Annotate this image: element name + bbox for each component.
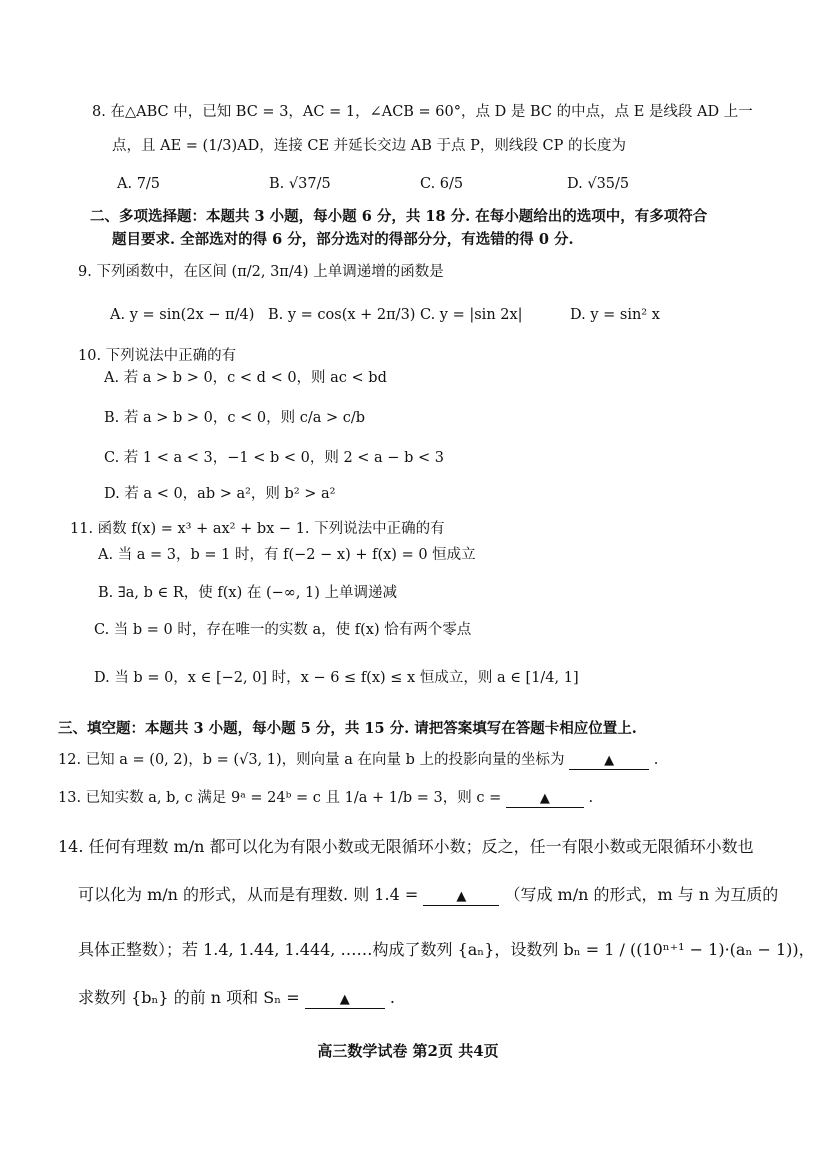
q8-line1: 8. 在△ABC 中，已知 BC = 3，AC = 1，∠ACB = 60°，点 D 是 BC 的中点，点 E 是线段 AD 上一 [92, 104, 753, 120]
q9-option-a: A. y = sin(2x − π/4) [110, 307, 255, 323]
q11-option-d: D. 当 b = 0，x ∈ [−2, 0] 时，x − 6 ≤ f(x) ≤ x 恒成立，则 a ∈ [1/4, 1] [94, 670, 579, 686]
q10-option-b: B. 若 a > b > 0，c < 0，则 c/a > c/b [104, 410, 365, 426]
q12-line [58, 750, 658, 770]
q14-line4 [78, 988, 395, 1009]
q14-line3: 具体正整数）；若 1.4, 1.44, 1.444, ……构成了数列 {aₙ}，设数列 bₙ = 1 / ((10ⁿ⁺¹ − 1)·(aₙ − 1))， [78, 940, 815, 959]
section2-heading-line1: 二、多项选择题：本题共 3 小题，每小题 6 分，共 18 分. 在每小题给出的选项中，有多项符合 [90, 208, 708, 225]
q11-option-c: C. 当 b = 0 时，存在唯一的实数 a，使 f(x) 恰有两个零点 [94, 622, 472, 638]
q10-option-a: A. 若 a > b > 0，c < d < 0，则 ac < bd [104, 370, 387, 386]
q14-line2-tail: （写成 m/n 的形式，m 与 n 为互质的 [504, 885, 779, 904]
q9-option-d: D. y = sin² x [570, 307, 660, 323]
q8-option-b: B. √37/5 [269, 176, 331, 192]
q8-option-a: A. 7/5 [117, 176, 161, 192]
q13-answer-blank[interactable] [506, 790, 584, 808]
q8-option-d: D. √35/5 [567, 176, 630, 192]
q8-option-c: C. 6/5 [420, 176, 464, 192]
q14-answer-blank-1[interactable] [423, 887, 499, 906]
q10-stem: 10. 下列说法中正确的有 [78, 348, 237, 364]
q12-period: . [653, 752, 659, 768]
q11-option-a: A. 当 a = 3，b = 1 时，有 f(−2 − x) + f(x) = 0 恒成立 [98, 547, 476, 563]
q13-text: 13. 已知实数 a, b, c 满足 9ᵃ = 24ᵇ = c 且 1/a + 1/b = 3，则 c = [58, 790, 502, 806]
q14-line4-period: . [389, 988, 395, 1007]
q14-line2 [78, 885, 778, 906]
q10-option-d: D. 若 a < 0，ab > a²，则 b² > a² [104, 486, 336, 502]
q9-option-b: B. y = cos(x + 2π/3) [268, 307, 416, 323]
q9-stem: 9. 下列函数中，在区间 (π/2, 3π/4) 上单调递增的函数是 [78, 264, 444, 280]
triangle-icon: ▲ [339, 992, 350, 1007]
triangle-icon: ▲ [539, 791, 550, 806]
q11-stem: 11. 函数 f(x) = x³ + ax² + bx − 1. 下列说法中正确的有 [70, 521, 445, 537]
q9-option-c: C. y = |sin 2x| [420, 307, 523, 323]
q14-line1: 14. 任何有理数 m/n 都可以化为有限小数或无限循环小数；反之，任一有限小数或无限循环小数也 [58, 837, 754, 856]
q8-line2: 点，且 AE = (1/3)AD，连接 CE 并延长交边 AB 于点 P，则线段 CP 的长度为 [112, 138, 626, 154]
page-footer: 高三数学试卷 第2页 共4页 [317, 1042, 499, 1060]
triangle-icon: ▲ [456, 889, 467, 904]
section3-heading: 三、填空题：本题共 3 小题，每小题 5 分，共 15 分. 请把答案填写在答题卡相应位置上. [58, 720, 637, 737]
q14-answer-blank-2[interactable] [305, 990, 385, 1009]
triangle-icon: ▲ [604, 753, 615, 768]
q13-line [58, 788, 593, 808]
q12-answer-blank[interactable] [569, 752, 649, 770]
q10-option-c: C. 若 1 < a < 3，−1 < b < 0，则 2 < a − b < 3 [104, 450, 444, 466]
q14-line2-text: 可以化为 m/n 的形式，从而是有理数. 则 1.4̇ = [78, 885, 419, 904]
q13-period: . [588, 790, 594, 806]
section2-heading-line2: 题目要求. 全部选对的得 6 分，部分选对的得部分分，有选错的得 0 分. [112, 231, 574, 248]
q11-option-b: B. ∃a, b ∈ R，使 f(x) 在 (−∞, 1) 上单调递减 [98, 585, 398, 601]
q14-line4-text: 求数列 {bₙ} 的前 n 项和 Sₙ = [78, 988, 300, 1007]
q12-text: 12. 已知 a = (0, 2)，b = (√3, 1)，则向量 a 在向量 b 上的投影向量的坐标为 [58, 752, 565, 768]
